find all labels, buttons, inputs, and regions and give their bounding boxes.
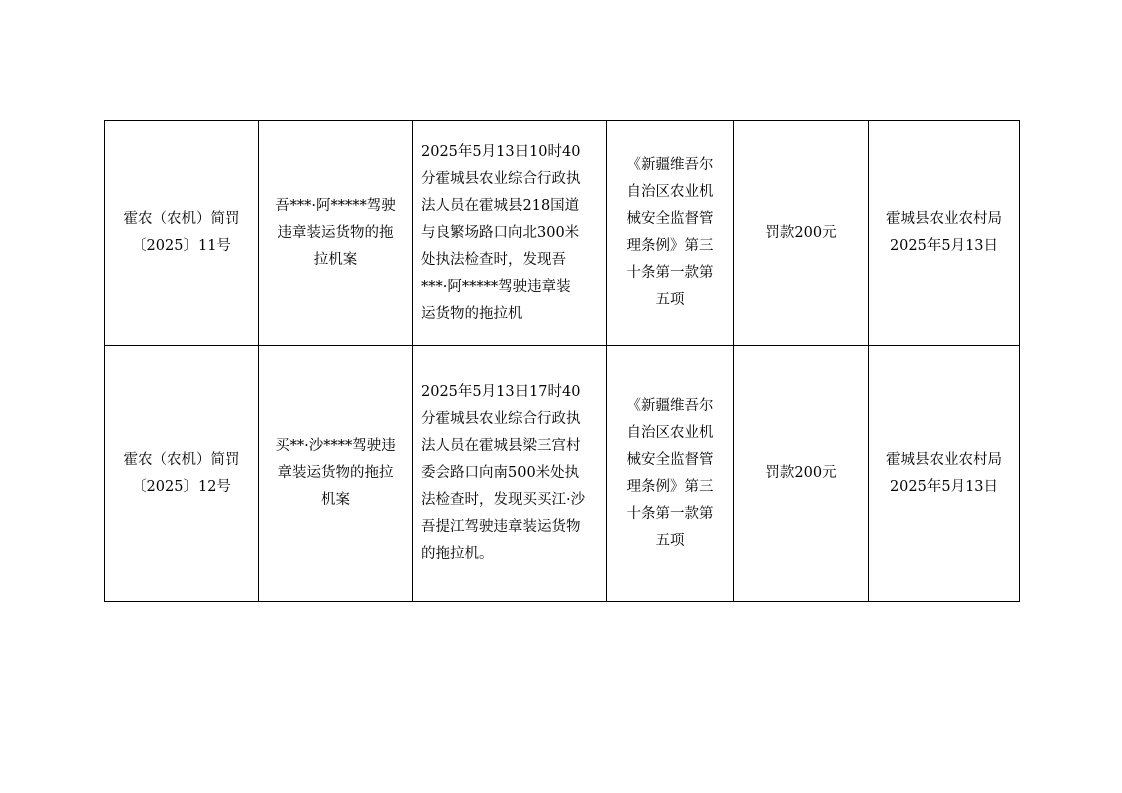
case-number-line: 〔2025〕12号 <box>132 478 231 495</box>
table-row <box>105 346 1020 602</box>
case-number-cell <box>105 121 259 346</box>
decision-date: 2025年5月13日 <box>889 238 999 254</box>
facts-line: 法检查时，发现买买江·沙 <box>421 492 586 508</box>
facts-line: 吾提江驾驶违章装运货物 <box>421 519 581 535</box>
facts-line: 的拖拉机。 <box>421 546 494 562</box>
case-name-cell: 吾***·阿*****驾驶违章装运货物的拖拉机案 <box>259 121 413 346</box>
penalty-cell: 罚款200元 <box>734 121 869 346</box>
facts-line: 分霍城县农业综合行政执 <box>421 411 581 427</box>
authority-name: 霍城县农业农村局 <box>886 451 1002 468</box>
authority-cell <box>869 346 1020 602</box>
facts-line: 2025年5月13日17时40 <box>421 384 581 400</box>
facts-line: 运货物的拖拉机 <box>421 305 523 322</box>
table-row <box>105 121 1020 346</box>
legal-basis-cell: 《新疆维吾尔自治区农业机械安全监督管理条例》第三十条第一款第五项 <box>607 121 734 346</box>
penalty-cell: 罚款200元 <box>734 346 869 602</box>
facts-line: 2025年5月13日10时40 <box>421 143 581 160</box>
facts-cell <box>413 121 607 346</box>
facts-line: 委会路口向南500米处执 <box>421 465 580 481</box>
facts-line: 法人员在霍城县218国道 <box>421 197 580 214</box>
case-number-line: 〔2025〕11号 <box>132 238 231 254</box>
case-name-cell: 买**·沙****驾驶违章装运货物的拖拉机案 <box>259 346 413 602</box>
facts-line: 处执法检查时，发现吾 <box>421 251 566 268</box>
authority-name: 霍城县农业农村局 <box>886 211 1002 227</box>
case-number-line: 霍农（农机）简罚 <box>123 451 240 468</box>
penalty-table <box>104 120 1020 602</box>
authority-cell <box>869 121 1020 346</box>
facts-line: ***·阿*****驾驶违章装 <box>421 278 571 295</box>
facts-line: 法人员在霍城县梁三宫村 <box>421 438 581 454</box>
facts-cell <box>413 346 607 602</box>
facts-line: 与良繁场路口向北300米 <box>421 224 580 241</box>
case-number-line: 霍农（农机）简罚 <box>123 211 240 227</box>
facts-line: 分霍城县农业综合行政执 <box>421 170 581 187</box>
case-number-cell <box>105 346 259 602</box>
legal-basis-cell: 《新疆维吾尔自治区农业机械安全监督管理条例》第三十条第一款第五项 <box>607 346 734 602</box>
decision-date: 2025年5月13日 <box>889 478 999 495</box>
